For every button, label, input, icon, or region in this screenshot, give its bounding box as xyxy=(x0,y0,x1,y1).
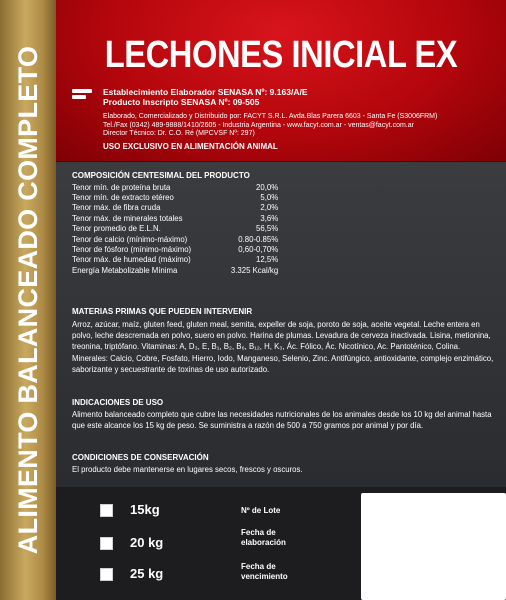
row-label: Tenor mín. de proteína bruta xyxy=(72,182,171,192)
manufacture-date-label xyxy=(241,528,286,548)
materials-title: MATERIAS PRIMAS QUE PUEDEN INTERVENIR xyxy=(72,307,253,316)
side-band xyxy=(0,0,56,600)
weight-20kg-checkbox[interactable] xyxy=(100,537,113,550)
row-label: Tenor mín. de extracto etéreo xyxy=(72,193,174,203)
row-value: 20,0% xyxy=(256,182,279,192)
expiry-date-line2: vencimiento xyxy=(241,572,288,581)
table-row xyxy=(72,234,278,244)
weight-25kg-checkbox[interactable] xyxy=(100,568,113,581)
row-value: 2,0% xyxy=(260,203,279,213)
weight-15kg-label: 15kg xyxy=(130,502,160,517)
row-value: 3,6% xyxy=(260,213,279,223)
weight-15kg-checkbox[interactable] xyxy=(100,504,113,517)
weight-20kg-label: 20 kg xyxy=(130,535,164,550)
side-band-text: ALIMENTO BALANCEADO COMPLETO xyxy=(13,45,43,555)
package-section xyxy=(56,487,506,600)
maker-line: Elaborado, Comercializado y Distribuido por: FACYT S.R.L. Avda.Blas Parera 6603 - Santa Fe (S3006FRM) xyxy=(103,113,438,120)
row-label: Tenor máx. de fibra cruda xyxy=(72,203,161,213)
storage-title: CONDICIONES DE CONSERVACIÓN xyxy=(72,453,209,462)
expiry-date-label xyxy=(241,562,288,582)
composition-table xyxy=(72,182,278,276)
row-label: Tenor de fósforo (mínimo-máximo) xyxy=(72,245,192,255)
table-row xyxy=(72,244,278,254)
table-row xyxy=(72,203,278,213)
product-registration: Producto Inscripto SENASA Nº: 09-505 xyxy=(103,97,260,107)
row-label: Tenor máx. de minerales totales xyxy=(72,213,183,223)
expiry-date-line1: Fecha de xyxy=(241,562,276,571)
row-value: 5,0% xyxy=(260,193,279,203)
row-label: Energía Metabolizable Mínima xyxy=(72,265,178,275)
materials-text: Arroz, azúcar, maíz, gluten feed, gluten meal, semita, expeller de soja, poroto de soja, aceite vegetal. Leche entera en polvo, leche descremada en polvo, suero en polvo. Harina de plumas. Levadura de cerveza inactivada. Lisina, metionina, treonina, triptófano. Vitaminas: A, D₃, E, B₁, B₂, B₆, B₁₂, H, K₃, Ác. Fólico, Ác. Nicotínico, Ac. Pantoténico, Colina. Minerales: Calcio, Cobre, Fosfato, Hierro, Iodo, Manganeso, Selenio, Zinc. Antifúngico, antioxidante, complejo enzimático, saborizante y secuestrante de toxinas de uso autorizado. xyxy=(72,320,494,374)
table-row xyxy=(72,224,278,234)
row-value: 0.80-0.85% xyxy=(238,234,279,244)
row-value: 3.325 Kcal/kg xyxy=(230,265,279,275)
row-label: Tenor de calcio (mínimo-máximo) xyxy=(72,234,188,244)
table-row xyxy=(72,213,278,223)
storage-text: El producto debe mantenerse en lugares secos, frescos y oscuros. xyxy=(72,465,303,474)
contact-line: Tel./Fax (0342) 489-9888/1410/2605 - Industria Argentina - www.facyt.com.ar - ventas@facyt.com.ar xyxy=(103,121,414,129)
lot-date-entry-box[interactable] xyxy=(361,493,506,600)
establishment-number: Establecimiento Elaborador SENASA Nº: 9.163/A/E xyxy=(103,87,308,97)
registration-info xyxy=(103,87,308,107)
lot-number-label: Nº de Lote xyxy=(241,506,281,515)
weight-25kg-label: 25 kg xyxy=(130,566,164,581)
row-value: 12,5% xyxy=(256,255,279,265)
table-row xyxy=(72,192,278,202)
maker-info xyxy=(103,113,503,139)
instructions-text: Alimento balanceado completo que cubre las necesidades nutricionales de los animales desde los 10 kg del animal hasta que este alcance los 15 kg de peso. Se suministra a razón de 500 a 750 gramos por animal y por día. xyxy=(72,410,492,431)
product-details xyxy=(56,162,506,487)
row-value: 0,60-0,70% xyxy=(238,245,279,255)
table-row xyxy=(72,265,278,275)
senasa-logo-icon xyxy=(72,89,92,105)
table-row xyxy=(72,182,278,192)
row-label: Tenor promedio de E.L.N. xyxy=(72,224,161,234)
product-title: LECHONES INICIAL EX xyxy=(104,34,458,76)
header xyxy=(56,0,506,162)
table-row xyxy=(72,255,278,265)
usage-notice: USO EXCLUSIVO EN ALIMENTACIÓN ANIMAL xyxy=(103,142,278,151)
composition-title: COMPOSICIÓN CENTESIMAL DEL PRODUCTO xyxy=(72,171,250,180)
manufacture-date-line2: elaboración xyxy=(241,538,286,547)
row-label: Tenor máx. de humedad (máximo) xyxy=(72,255,191,265)
manufacture-date-line1: Fecha de xyxy=(241,528,276,537)
row-value: 56,5% xyxy=(256,224,279,234)
instructions-title: INDICACIONES DE USO xyxy=(72,398,164,407)
director-line: Director Técnico: Dr. C.O. Ré (MPCVSF Nº: 297) xyxy=(103,130,255,138)
